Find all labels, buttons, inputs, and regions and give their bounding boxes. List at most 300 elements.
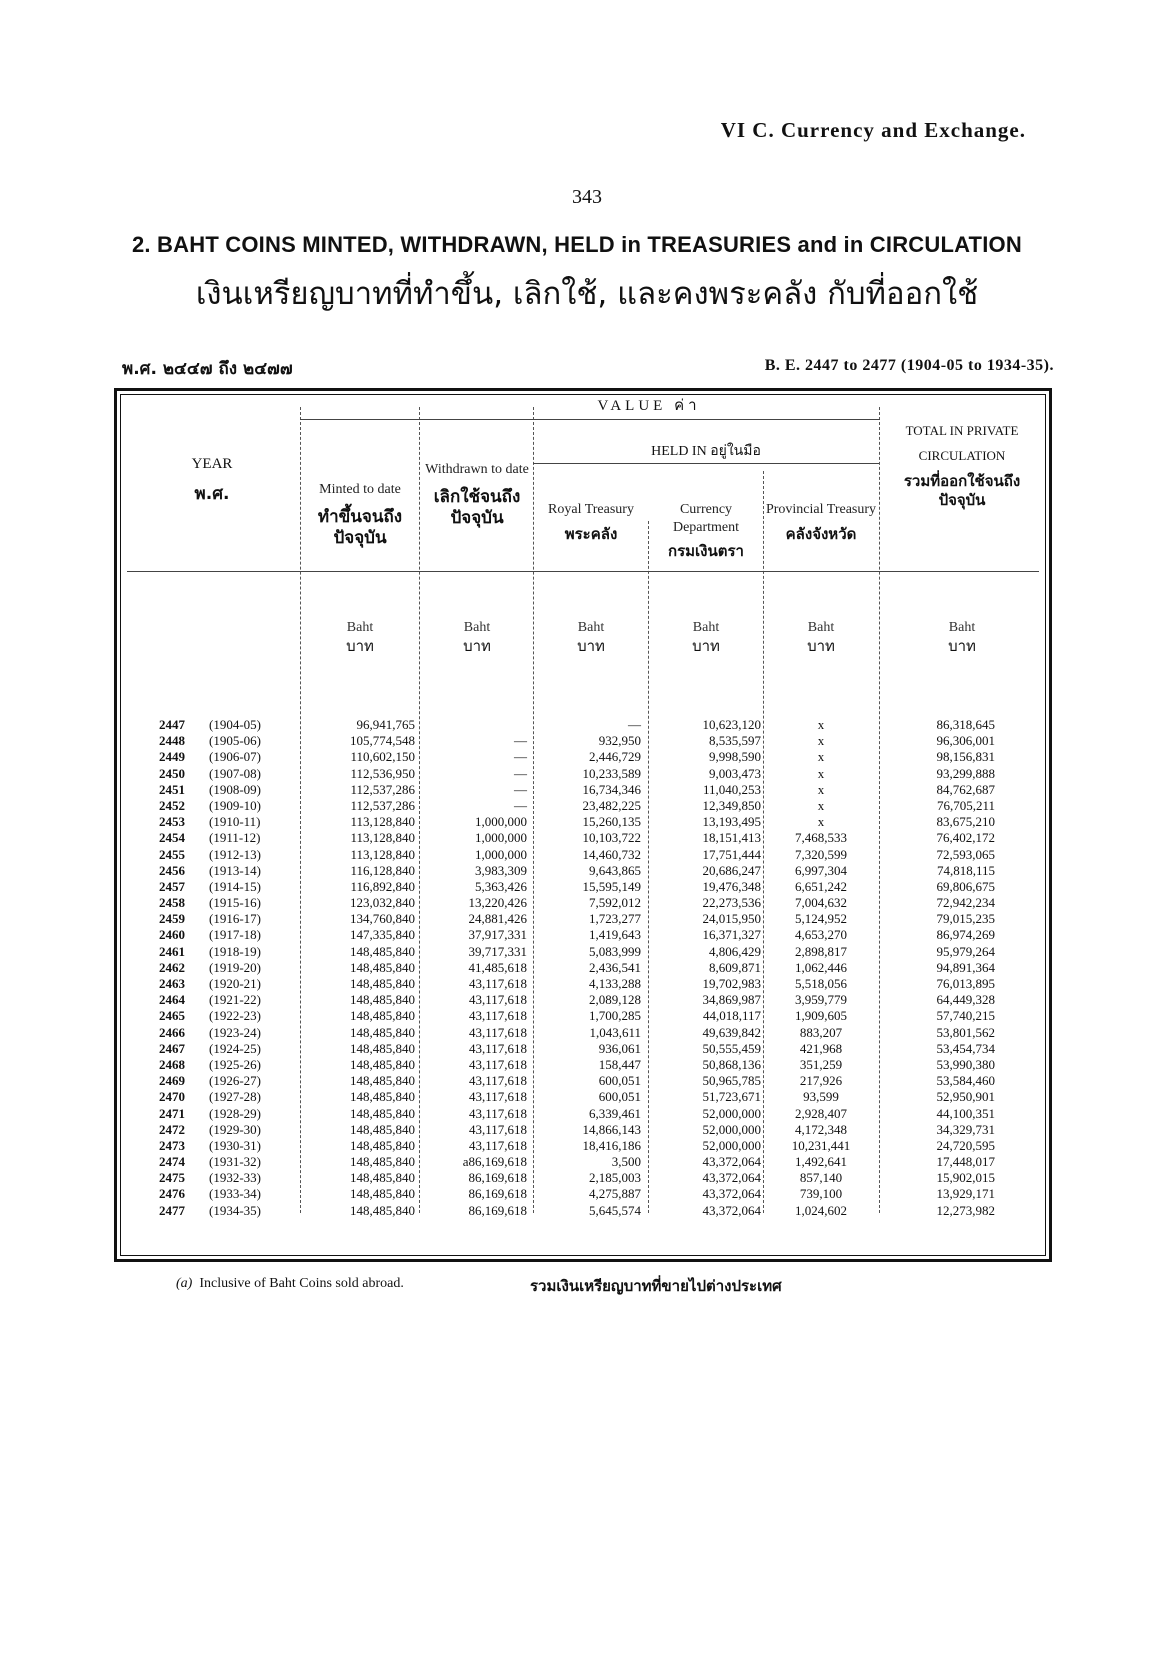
royal-treasury-cell: 18,416,186 [582,1137,641,1153]
royal-treasury-cell: 9,643,865 [589,862,641,878]
year-ad-cell: (1913-14) [209,862,261,878]
footnote-thai: รวมเงินเหรียญบาทที่ขายไปต่างประเทศ [530,1277,782,1295]
circulation-cell: 86,974,269 [936,927,995,943]
currency-department-cell: 51,723,671 [702,1089,761,1105]
unit-label [303,619,417,655]
circulation-cell: 53,584,460 [936,1073,995,1089]
table-row [117,733,1049,749]
year-ad-cell: (1933-34) [209,1186,261,1202]
circulation-cell: 76,402,172 [936,830,995,846]
year-ad-cell: (1934-35) [209,1202,261,1218]
provincial-treasury-cell: x [817,765,825,781]
circulation-cell: 93,299,888 [936,765,995,781]
royal-treasury-cell: 16,734,346 [582,781,641,797]
table-row [117,814,1049,830]
unit-label-th: บาท [346,636,374,655]
minted-cell: 112,537,286 [350,781,415,797]
year-ad-cell: (1912-13) [209,846,261,862]
provincial-label-th: คลังจังหวัด [785,524,857,543]
royal-treasury-cell: 4,133,288 [589,976,641,991]
year-be-cell: 2477 [159,1202,185,1218]
withdrawn-cell: 43,117,618 [468,1008,527,1024]
royal-treasury-cell: 1,043,611 [589,1024,641,1040]
withdrawn-cell: 5,363,426 [475,878,527,894]
year-ad-cell: (1920-21) [209,976,261,991]
circulation-cell: 34,329,731 [936,1121,995,1137]
unit-label [535,619,647,655]
withdrawn-cell: 37,917,331 [468,927,527,943]
date-range-thai: พ.ศ. ๒๔๔๗ ถึง ๒๔๗๗ [122,359,293,379]
withdrawn-cell: — [514,749,527,765]
table-row [117,798,1049,814]
provincial-treasury-cell: 1,062,446 [795,959,847,975]
provincial-treasury-cell: 3,959,779 [795,992,847,1008]
year-be-cell: 2474 [159,1154,185,1170]
unit-label-th: บาท [948,636,976,655]
minted-cell: 123,032,840 [350,895,415,911]
year-be-cell: 2469 [159,1073,185,1089]
royal-treasury-cell: 2,185,003 [589,1170,641,1186]
minted-cell: 148,485,840 [350,1056,415,1072]
circulation-label-th: รวมที่ออกใช้จนถึงปัจจุบัน [903,472,1021,510]
currency-department-cell: 9,998,590 [709,749,761,765]
unit-label-en: Baht [463,620,491,635]
minted-label-th: ทำขึ้นจนถึงปัจจุบัน [317,506,403,548]
royal-treasury-cell: 2,089,128 [589,992,641,1008]
provincial-treasury-cell: x [817,781,825,797]
minted-cell: 134,760,840 [350,911,415,927]
withdrawn-cell: 13,220,426 [468,895,527,911]
royal-label-en: Royal Treasury [548,502,634,517]
currency-department-cell: 50,555,459 [702,1040,761,1056]
year-be-cell: 2476 [159,1186,185,1202]
royal-treasury-cell: 10,233,589 [582,765,641,781]
provincial-treasury-cell: 883,207 [799,1024,843,1040]
withdrawn-cell: 43,117,618 [468,1073,527,1089]
minted-cell: 148,485,840 [350,1008,415,1024]
unit-label-en: Baht [577,620,605,635]
table-row [117,782,1049,798]
footnote-english [176,1276,404,1292]
year-be-cell: 2458 [159,895,185,911]
provincial-treasury-cell: 7,468,533 [795,830,847,846]
withdrawn-cell: a86,169,618 [462,1154,527,1170]
circulation-cell: 95,979,264 [936,943,995,959]
year-ad-cell: (1915-16) [209,895,261,911]
withdrawn-cell: 43,117,618 [468,976,527,991]
withdrawn-cell: 24,881,426 [468,911,527,927]
royal-treasury-cell: 4,275,887 [589,1186,641,1202]
year-ad-cell: (1916-17) [209,911,261,927]
provincial-treasury-cell: x [817,749,825,765]
table-row [117,1186,1049,1202]
minted-cell: 113,128,840 [350,846,415,862]
year-ad-cell: (1919-20) [209,959,261,975]
circulation-cell: 13,929,171 [936,1186,995,1202]
minted-cell: 113,128,840 [350,814,415,830]
currency-department-cell: 44,018,117 [702,1008,761,1024]
year-ad-cell: (1911-12) [209,830,261,846]
unit-label-en: Baht [948,620,976,635]
table-row [117,976,1049,992]
minted-header [303,481,417,549]
minted-cell: 147,335,840 [350,927,415,943]
unit-label-en: Baht [346,620,374,635]
table-row [117,944,1049,960]
withdrawn-cell: 43,117,618 [468,1105,527,1121]
table-row [117,1170,1049,1186]
year-label-th: พ.ศ. [194,483,230,504]
year-be-cell: 2454 [159,830,185,846]
currency-department-cell: 24,015,950 [702,911,761,927]
royal-treasury-cell: 14,866,143 [582,1121,641,1137]
circulation-cell: 72,942,234 [936,895,995,911]
circulation-cell: 98,156,831 [936,749,995,765]
withdrawn-cell: — [514,733,527,749]
year-be-cell: 2465 [159,1008,185,1024]
provincial-treasury-cell: 1,024,602 [795,1202,847,1218]
table-row [117,863,1049,879]
year-ad-cell: (1922-23) [209,1008,261,1024]
year-be-cell: 2452 [159,797,185,813]
year-be-cell: 2462 [159,959,185,975]
table-body [117,717,1049,1219]
withdrawn-cell: 43,117,618 [468,1089,527,1105]
circulation-cell: 69,806,675 [936,878,995,894]
year-be-cell: 2456 [159,862,185,878]
circulation-cell: 76,705,211 [936,797,995,813]
table-row [117,895,1049,911]
provincial-treasury-header [765,501,877,543]
minted-cell: 148,485,840 [350,1040,415,1056]
unit-label [650,619,762,655]
currency-department-cell: 4,806,429 [709,943,761,959]
currency-department-cell: 52,000,000 [702,1137,761,1153]
currency-department-cell: 43,372,064 [702,1170,761,1186]
year-ad-cell: (1930-31) [209,1137,261,1153]
year-ad-cell: (1932-33) [209,1170,261,1186]
circulation-header [882,419,1042,510]
minted-cell: 110,602,150 [350,749,415,765]
circulation-cell: 84,762,687 [936,781,995,797]
currency-department-cell: 19,702,983 [702,976,761,991]
year-be-cell: 2475 [159,1170,185,1186]
table-row [117,927,1049,943]
year-ad-cell: (1909-10) [209,797,261,813]
royal-treasury-cell: 6,339,461 [589,1105,641,1121]
year-be-cell: 2463 [159,976,185,991]
provincial-treasury-cell: 351,259 [799,1056,843,1072]
withdrawn-cell: 43,117,618 [468,1056,527,1072]
royal-treasury-cell: 2,436,541 [589,959,641,975]
royal-treasury-cell: 5,083,999 [589,943,641,959]
running-head: VI C. Currency and Exchange. [720,118,1026,142]
currency-department-cell: 50,868,136 [702,1056,761,1072]
royal-treasury-cell: 5,645,574 [589,1202,641,1218]
royal-treasury-cell: 600,051 [598,1089,641,1105]
circulation-cell: 57,740,215 [936,1008,995,1024]
minted-cell: 148,485,840 [350,1170,415,1186]
unit-label-en: Baht [807,620,835,635]
unit-label-en: Baht [692,620,720,635]
year-ad-cell: (1906-07) [209,749,261,765]
minted-cell: 148,485,840 [350,1186,415,1202]
provincial-treasury-cell: 7,004,632 [795,895,847,911]
table-row [117,1203,1049,1219]
year-be-cell: 2451 [159,781,185,797]
minted-cell: 112,536,950 [350,765,415,781]
value-header: VALUE ค่า [597,398,701,414]
withdrawn-header [422,461,532,529]
royal-treasury-cell: 1,419,643 [589,927,641,943]
circulation-cell: 12,273,982 [936,1202,995,1218]
minted-cell: 148,485,840 [350,1089,415,1105]
unit-label [765,619,877,655]
withdrawn-cell: 3,983,309 [475,862,527,878]
unit-label-th: บาท [463,636,491,655]
royal-label-th: พระคลัง [564,524,618,543]
minted-cell: 148,485,840 [350,976,415,991]
year-be-cell: 2471 [159,1105,185,1121]
year-be-cell: 2457 [159,878,185,894]
page-number: 343 [572,186,602,208]
header-rule [300,419,880,420]
table-row [117,1138,1049,1154]
year-ad-cell: (1905-06) [209,733,261,749]
table-row [117,1073,1049,1089]
currency-department-cell: 9,003,473 [709,765,761,781]
withdrawn-cell: 43,117,618 [468,1040,527,1056]
table-row [117,879,1049,895]
year-ad-cell: (1908-09) [209,781,261,797]
withdrawn-label-th: เลิกใช้จนถึงปัจจุบัน [433,486,521,528]
currency-department-header [650,501,762,561]
provincial-treasury-cell: x [817,717,825,732]
circulation-cell: 15,902,015 [936,1170,995,1186]
royal-treasury-cell: 1,700,285 [589,1008,641,1024]
provincial-treasury-cell: 5,124,952 [795,911,847,927]
royal-treasury-cell: 158,447 [598,1056,641,1072]
royal-treasury-cell: 15,260,135 [582,814,641,830]
royal-treasury-cell: 936,061 [598,1040,641,1056]
year-ad-cell: (1927-28) [209,1089,261,1105]
unit-label-th: บาท [577,636,605,655]
year-ad-cell: (1928-29) [209,1105,261,1121]
royal-treasury-cell: 2,446,729 [589,749,641,765]
table-row [117,830,1049,846]
circulation-cell: 72,593,065 [936,846,995,862]
footnote-marker: (a) [176,1276,193,1291]
title-english: 2. BAHT COINS MINTED, WITHDRAWN, HELD in TREASURIES and in CIRCULATION [132,232,1022,257]
year-be-cell: 2450 [159,765,185,781]
royal-treasury-cell: 7,592,012 [589,895,641,911]
provincial-treasury-cell: x [817,814,825,830]
withdrawn-cell: 43,117,618 [468,1137,527,1153]
circulation-cell: 96,306,001 [936,733,995,749]
currency-department-cell: 8,535,597 [709,733,761,749]
provincial-treasury-cell: 217,926 [799,1073,843,1089]
unit-label-th: บาท [807,636,835,655]
table-row [117,1089,1049,1105]
currency-department-cell: 50,965,785 [702,1073,761,1089]
withdrawn-cell: 86,169,618 [468,1186,527,1202]
year-ad-cell: (1917-18) [209,927,261,943]
currency-department-cell: 52,000,000 [702,1105,761,1121]
year-ad-cell: (1926-27) [209,1073,261,1089]
withdrawn-cell: 41,485,618 [468,959,527,975]
circulation-cell: 74,818,115 [936,862,995,878]
provincial-treasury-cell: 10,231,441 [791,1137,851,1153]
table-row [117,992,1049,1008]
minted-cell: 113,128,840 [350,830,415,846]
provincial-treasury-cell: 857,140 [799,1170,843,1186]
currency-department-cell: 49,639,842 [702,1024,761,1040]
year-be-cell: 2447 [159,717,185,732]
minted-cell: 116,128,840 [350,862,415,878]
year-be-cell: 2466 [159,1024,185,1040]
year-ad-cell: (1924-25) [209,1040,261,1056]
year-ad-cell: (1923-24) [209,1024,261,1040]
table-row [117,1106,1049,1122]
provincial-treasury-cell: 93,599 [803,1089,839,1105]
circulation-cell: 94,891,364 [936,959,995,975]
circulation-cell: 64,449,328 [936,992,995,1008]
currency-department-cell: 13,193,495 [702,814,761,830]
year-ad-cell: (1904-05) [209,717,261,732]
withdrawn-label-en: Withdrawn to date [425,462,529,477]
currency-department-cell: 10,623,120 [702,717,761,732]
year-be-cell: 2449 [159,749,185,765]
currency-department-cell: 52,000,000 [702,1121,761,1137]
currency-department-cell: 12,349,850 [702,797,761,813]
table-row [117,1154,1049,1170]
provincial-treasury-cell: 739,100 [799,1186,843,1202]
withdrawn-cell: 43,117,618 [468,1121,527,1137]
royal-treasury-header [535,501,647,543]
circulation-cell: 24,720,595 [936,1137,995,1153]
year-be-cell: 2459 [159,911,185,927]
table-row [117,960,1049,976]
table-row [117,749,1049,765]
minted-cell: 116,892,840 [350,878,415,894]
royal-treasury-cell: — [628,717,641,732]
year-be-cell: 2468 [159,1056,185,1072]
circulation-cell: 86,318,645 [936,717,995,732]
circulation-cell: 52,950,901 [936,1089,995,1105]
provincial-treasury-cell: 4,653,270 [795,927,847,943]
currency-department-cell: 43,372,064 [702,1186,761,1202]
circulation-cell: 53,454,734 [936,1040,995,1056]
table-row [117,847,1049,863]
provincial-label-en: Provincial Treasury [765,502,877,517]
withdrawn-cell: 39,717,331 [468,943,527,959]
currency-department-cell: 17,751,444 [702,846,761,862]
data-table [114,388,1052,1262]
year-label-en: YEAR [191,456,233,472]
provincial-treasury-cell: 6,997,304 [795,862,847,878]
currency-label-en: Currency Department [672,502,740,535]
currency-department-cell: 8,609,871 [709,959,761,975]
provincial-treasury-cell: 421,968 [799,1040,843,1056]
minted-label-en: Minted to date [319,482,401,497]
currency-department-cell: 34,869,987 [702,992,761,1008]
year-ad-cell: (1929-30) [209,1121,261,1137]
circulation-label-en: TOTAL IN PRIVATE CIRCULATION [905,423,1019,463]
provincial-treasury-cell: x [817,797,825,813]
royal-treasury-cell: 3,500 [611,1154,641,1170]
table-row [117,1041,1049,1057]
withdrawn-cell: 86,169,618 [468,1202,527,1218]
royal-treasury-cell: 1,723,277 [589,911,641,927]
header-rule [533,463,879,464]
minted-cell: 112,537,286 [350,797,415,813]
withdrawn-cell: 1,000,000 [475,830,527,846]
circulation-cell: 83,675,210 [936,814,995,830]
table-row [117,1057,1049,1073]
year-be-cell: 2472 [159,1121,185,1137]
royal-treasury-cell: 15,595,149 [582,878,641,894]
year-ad-cell: (1918-19) [209,943,261,959]
currency-department-cell: 19,476,348 [702,878,761,894]
date-range-english: B. E. 2447 to 2477 (1904-05 to 1934-35). [764,357,1054,374]
currency-department-cell: 18,151,413 [702,830,761,846]
held-in-header: HELD IN อยู่ในมือ [651,444,761,459]
withdrawn-cell: 86,169,618 [468,1170,527,1186]
minted-cell: 105,774,548 [350,733,415,749]
royal-treasury-cell: 23,482,225 [582,797,641,813]
footnote-text-en: Inclusive of Baht Coins sold abroad. [199,1276,404,1291]
year-be-cell: 2461 [159,943,185,959]
currency-department-cell: 22,273,536 [702,895,761,911]
currency-department-cell: 43,372,064 [702,1202,761,1218]
table-row [117,911,1049,927]
withdrawn-cell: 1,000,000 [475,814,527,830]
royal-treasury-cell: 932,950 [598,733,641,749]
provincial-treasury-cell: 2,928,407 [795,1105,847,1121]
provincial-treasury-cell: 4,172,348 [795,1121,847,1137]
minted-cell: 148,485,840 [350,1073,415,1089]
withdrawn-cell: — [514,797,527,813]
year-be-cell: 2453 [159,814,185,830]
withdrawn-cell: — [514,765,527,781]
minted-cell: 148,485,840 [350,1105,415,1121]
currency-department-cell: 20,686,247 [702,862,761,878]
table-row [117,1122,1049,1138]
year-ad-cell: (1910-11) [209,814,261,830]
year-ad-cell: (1925-26) [209,1056,261,1072]
minted-cell: 148,485,840 [350,1154,415,1170]
provincial-treasury-cell: 1,492,641 [795,1154,847,1170]
circulation-cell: 53,801,562 [936,1024,995,1040]
table-row [117,766,1049,782]
year-be-cell: 2467 [159,1040,185,1056]
minted-cell: 148,485,840 [350,1137,415,1153]
year-ad-cell: (1907-08) [209,765,261,781]
table-row [117,717,1049,733]
currency-department-cell: 11,040,253 [702,781,761,797]
withdrawn-cell: 1,000,000 [475,846,527,862]
year-be-cell: 2455 [159,846,185,862]
minted-cell: 148,485,840 [350,1121,415,1137]
circulation-cell: 44,100,351 [936,1105,995,1121]
unit-label [882,619,1042,655]
table-row [117,1008,1049,1024]
minted-cell: 148,485,840 [350,1024,415,1040]
withdrawn-cell: 43,117,618 [468,1024,527,1040]
provincial-treasury-cell: 1,909,605 [795,1008,847,1024]
circulation-cell: 79,015,235 [936,911,995,927]
currency-department-cell: 43,372,064 [702,1154,761,1170]
